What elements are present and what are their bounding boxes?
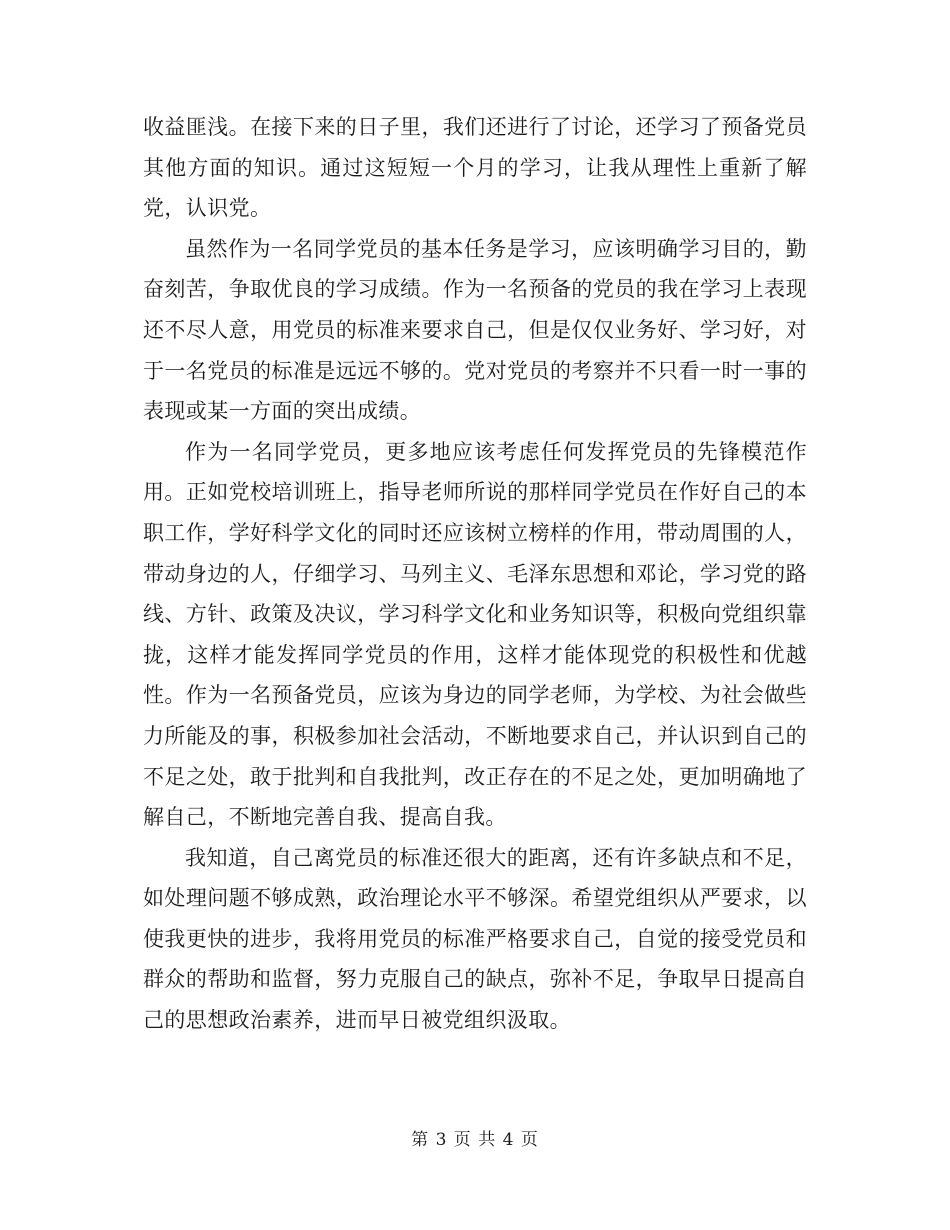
paragraph-continuation: 收益匪浅。在接下来的日子里，我们还进行了讨论，还学习了预备党员其他方面的知识。通过这短短一个月的学习，让我从理性上重新了解党，认识党。 bbox=[143, 115, 807, 221]
document-body bbox=[143, 107, 807, 1041]
paragraph-self-assessment: 我知道，自己离党员的标准还很大的距离，还有许多缺点和不足，如处理问题不够成熟，政治理论水平不够深。希望党组织从严要求，以使我更快的进步，我将用党员的标准严格要求自己，自觉的接受党员和群众的帮助和监督，努力克服自己的缺点，弥补不足，争取早日提高自己的思想政治素养，进而早日被党组织汲取。 bbox=[143, 845, 807, 1033]
paragraph-role-model: 作为一名同学党员，更多地应该考虑任何发挥党员的先锋模范作用。正如党校培训班上，指导老师所说的那样同学党员在作好自己的本职工作，学好科学文化的同时还应该树立榜样的作用，带动周围的人，带动身边的人，仔细学习、马列主义、毛泽东思想和邓论，学习党的路线、方针、政策及决议，学习科学文化和业务知识等，积极向党组织靠拢，这样才能发挥同学党员的作用，这样才能体现党的积极性和优越性。作为一名预备党员，应该为身边的同学老师，为学校、为社会做些力所能及的事，积极参加社会活动，不断地要求自己，并认识到自己的不足之处，敢于批判和自我批判，改正存在的不足之处，更加明确地了解自己，不断地完善自我、提高自我。 bbox=[143, 439, 807, 830]
page-number-footer: 第 3 页 共 4 页 bbox=[411, 1130, 539, 1150]
paragraph-study-task: 虽然作为一名同学党员的基本任务是学习，应该明确学习目的，勤奋刻苦，争取优良的学习成绩。作为一名预备的党员的我在学习上表现还不尽人意，用党员的标准来要求自己，但是仅仅业务好、学习好，对于一名党员的标准是远远不够的。党对党员的考察并不只看一时一事的表现或某一方面的突出成绩。 bbox=[143, 236, 807, 424]
